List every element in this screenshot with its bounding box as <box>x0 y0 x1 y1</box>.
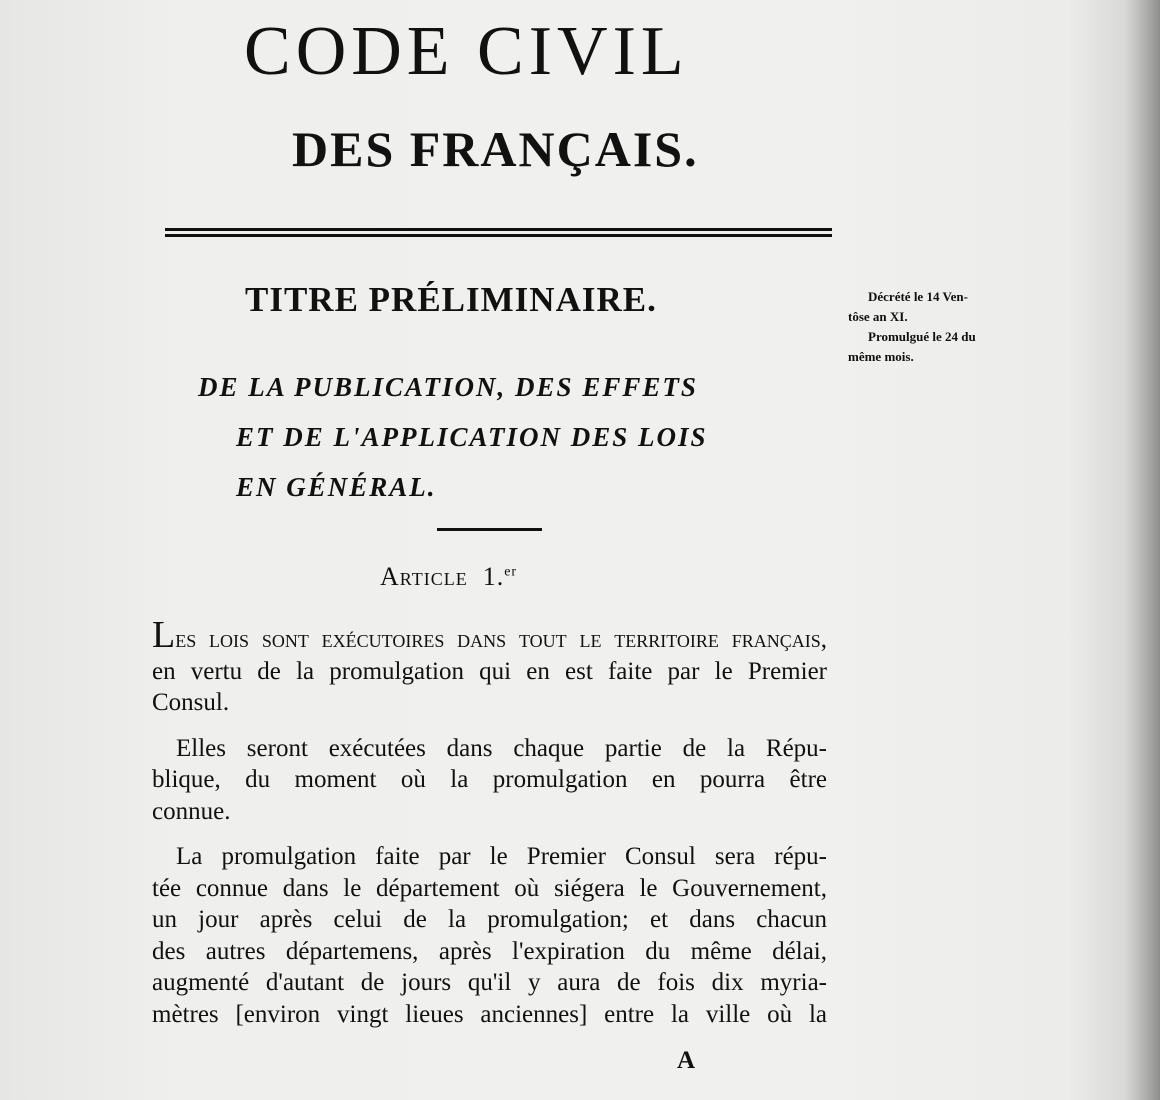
article-body <box>152 614 827 1044</box>
paragraph-line: Elles seront exécutées dans chaque partie de la Répu- <box>176 734 827 762</box>
double-rule-divider <box>165 228 832 237</box>
article-label: Article <box>380 562 468 591</box>
paragraph-line: connue. <box>152 797 231 825</box>
paragraph-line: des autres départemens, après l'expiration du même délai, <box>152 937 827 965</box>
paragraph-line: en vertu de la promulgation qui en est faite par le Premier <box>152 657 827 685</box>
paragraph-3 <box>152 841 827 1030</box>
article-number-superscript: er <box>504 564 518 580</box>
subtitle-line: DE LA PUBLICATION, DES EFFETS <box>198 372 698 402</box>
paragraph-line: La promulgation faite par le Premier Consul sera répu- <box>176 843 827 870</box>
signature-mark: A <box>677 1047 696 1074</box>
paragraph-line <box>152 614 827 656</box>
section-subtitle <box>198 362 708 512</box>
title-code-civil: CODE CIVIL <box>244 13 689 90</box>
margin-note-line: Promulgué le 24 du <box>868 329 976 344</box>
subtitle-line: EN GÉNÉRAL. <box>236 472 437 502</box>
paragraph-line: tée connue dans le département où siégera le Gouvernement, <box>152 874 827 902</box>
paragraph-line: Consul. <box>152 689 230 716</box>
paragraph-line-text: es lois sont exécutoires dans tout le territoire français, <box>175 626 827 653</box>
drop-cap: L <box>152 614 176 656</box>
paragraph-line: augmenté d'autant de jours qu'il y aura de fois dix myria- <box>152 969 827 996</box>
subtitle-line: ET DE L'APPLICATION DES LOIS <box>236 422 708 452</box>
paragraph-2 <box>152 733 827 828</box>
paragraph-line: mètres [environ vingt lieues anciennes] entre la ville où la <box>152 1000 827 1028</box>
short-rule-divider <box>437 528 542 531</box>
margin-note <box>848 287 976 367</box>
titre-preliminaire-heading: TITRE PRÉLIMINAIRE. <box>245 280 657 319</box>
paragraph-1 <box>152 614 827 719</box>
paragraph-line: blique, du moment où la promulgation en pourra être <box>152 766 827 793</box>
margin-note-line: même mois. <box>848 349 914 364</box>
article-number: 1. <box>482 562 505 591</box>
article-heading <box>380 562 517 592</box>
margin-note-line: Décrété le 14 Ven- <box>868 289 968 304</box>
title-des-francais: DES FRANÇAIS. <box>292 121 699 177</box>
margin-note-line: tôse an XI. <box>848 309 908 324</box>
paragraph-line: un jour après celui de la promulgation; et dans chacun <box>152 906 827 933</box>
